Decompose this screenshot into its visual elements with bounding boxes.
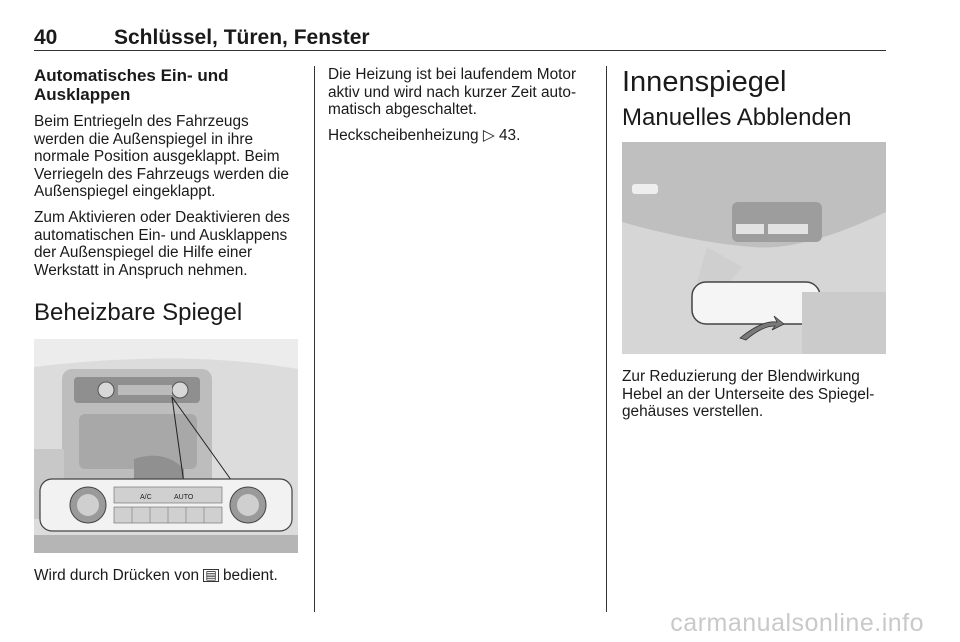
ac-button-label: A/C [140,494,152,502]
paragraph: Zur Reduzierung der Blendwirkung Hebel an der Unterseite des Spiegel-gehäuses verstellen. [622,368,875,421]
auto-button-label: AUTO [174,494,194,502]
reference-page: 43. [499,126,521,144]
interior-mirror-image [622,142,886,354]
section-heading-manual-dimming: Manuelles Abblenden [622,104,852,131]
watermark: carmanualsonline.info [670,609,924,637]
page-number: 40 [34,26,58,49]
paragraph: Zum Aktivieren oder Deaktivieren des automatischen Ein- und Ausklappens der Außenspiegel die Hilfe einer Werkstatt in Anspruch nehmen. [34,208,290,279]
section-title-interior-mirror: Innenspiegel [622,66,787,98]
column-1 [34,66,300,593]
page-header [34,26,886,51]
cross-reference: Heckscheibenheizung ▷ 43. [328,126,521,144]
section-heading-heated-mirrors: Beheizbare Spiegel [34,299,243,327]
climate-control-image [34,339,298,553]
arrow-right-icon: ▷ [482,126,495,144]
paragraph: Die Heizung ist bei laufendem Motor aktiv und wird nach kurzer Zeit auto-matisch abgeschaltet. [328,66,577,119]
column-divider [606,66,607,612]
heated-mirror-caption: Wird durch Drücken von ▤ bedient. [34,567,278,585]
section-heading-auto-fold: Automatisches Ein- und Ausklappen [34,66,229,104]
rear-defrost-icon: ▤ [205,568,217,583]
column-divider [314,66,315,612]
chapter-title: Schlüssel, Türen, Fenster [114,26,370,49]
paragraph: Beim Entriegeln des Fahrzeugs werden die Außenspiegel in ihre normale Position ausgeklappt. Beim Verriegeln des Fahrzeugs werden die Außenspiegel eingeklappt. [34,113,289,201]
column-3 [622,66,888,429]
column-2 [328,66,592,152]
